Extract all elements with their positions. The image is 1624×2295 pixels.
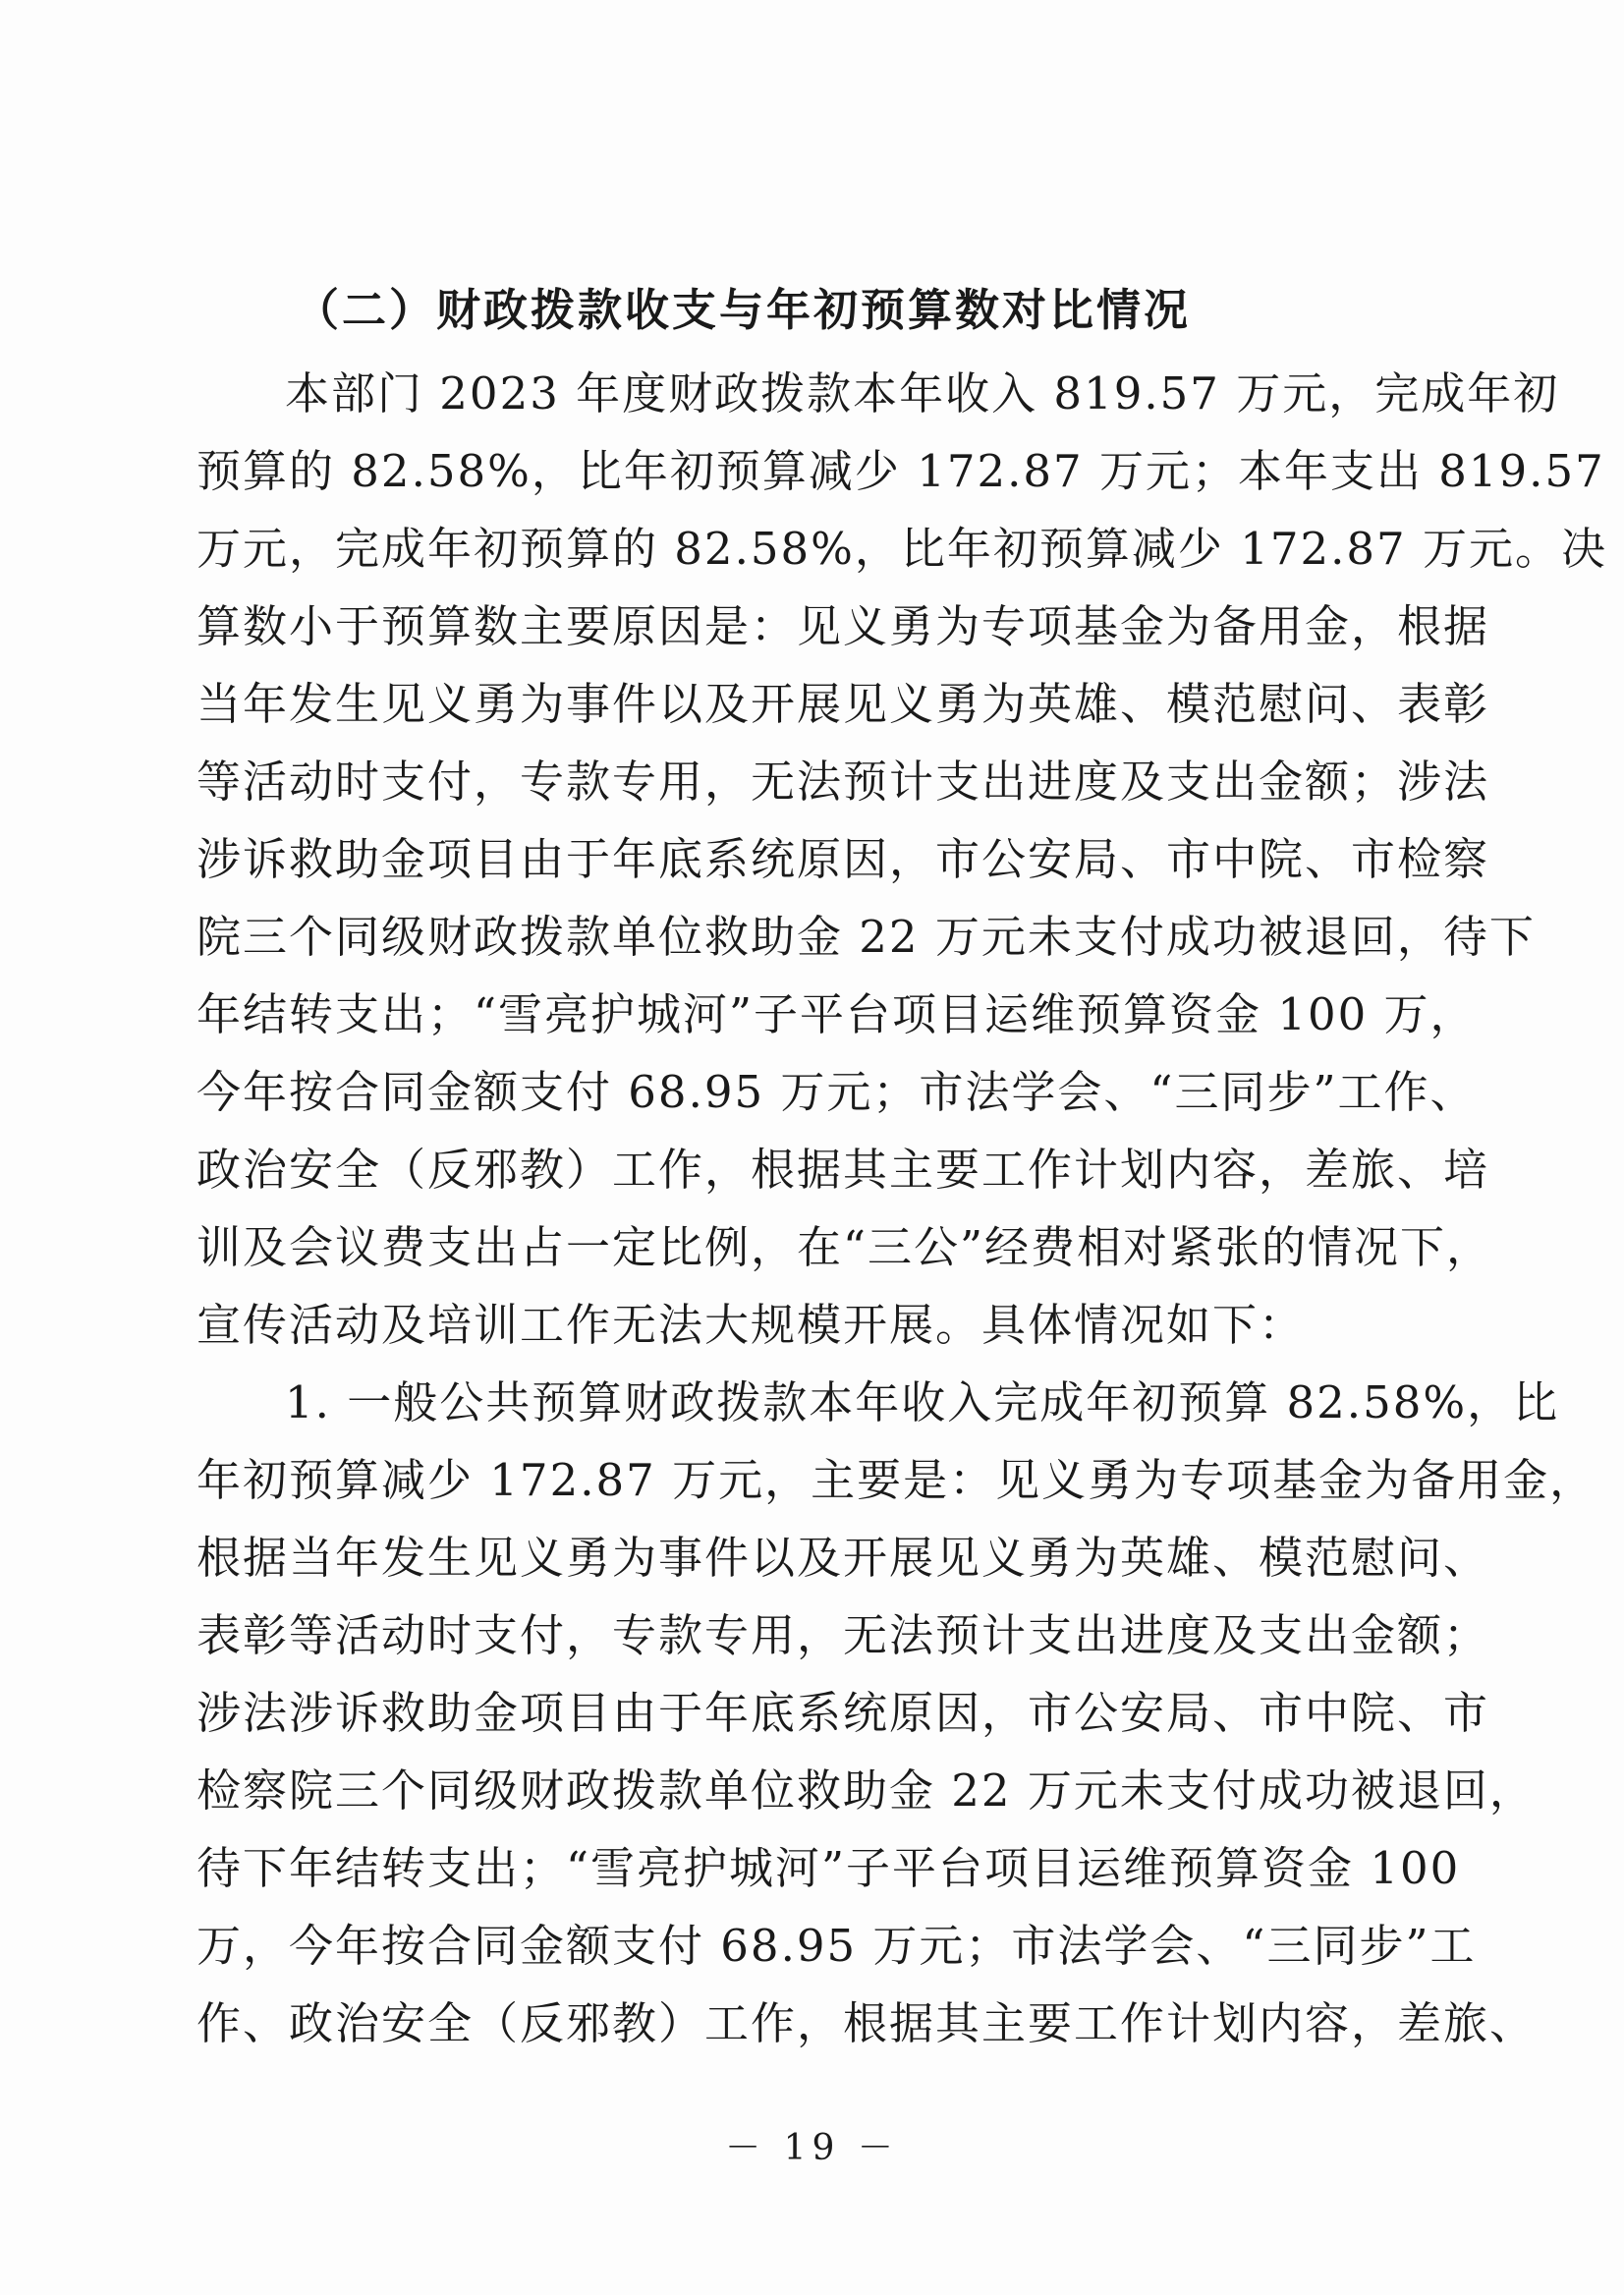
- section-heading: （二）财政拨款收支与年初预算数对比情况: [295, 284, 1192, 336]
- paragraph-line: 当年发生见义勇为事件以及开展见义勇为英雄、模范慰问、表彰: [196, 678, 1490, 730]
- paragraph-line: 训及会议费支出占一定比例，在“三公”经费相对紧张的情况下，: [196, 1221, 1493, 1273]
- paragraph-line: 1. 一般公共预算财政拨款本年收入完成年初预算 82.58%，比: [285, 1376, 1560, 1428]
- paragraph-line: 年初预算减少 172.87 万元，主要是：见义勇为专项基金为备用金，: [196, 1454, 1596, 1506]
- paragraph-line: 宣传活动及培训工作无法大规模开展。具体情况如下：: [196, 1299, 1306, 1351]
- paragraph-line: 涉诉救助金项目由于年底系统原因，市公安局、市中院、市检察: [196, 833, 1490, 885]
- paragraph-line: 政治安全（反邪教）工作，根据其主要工作计划内容，差旅、培: [196, 1144, 1490, 1196]
- paragraph-line: 年结转支出；“雪亮护城河”子平台项目运维预算资金 100 万，: [196, 988, 1477, 1040]
- paragraph-line: 根据当年发生见义勇为事件以及开展见义勇为英雄、模范慰问、: [196, 1532, 1490, 1584]
- paragraph-line: 表彰等活动时支付，专款专用，无法预计支出进度及支出金额；: [196, 1609, 1490, 1661]
- page-number: － 19 －: [725, 2128, 899, 2168]
- paragraph-line: 院三个同级财政拨款单位救助金 22 万元未支付成功被退回，待下: [196, 911, 1536, 963]
- paragraph-line: 检察院三个同级财政拨款单位救助金 22 万元未支付成功被退回，: [196, 1764, 1536, 1817]
- paragraph-line: 万元，完成年初预算的 82.58%，比年初预算减少 172.87 万元。决: [196, 523, 1607, 575]
- paragraph-line: 本部门 2023 年度财政拨款本年收入 819.57 万元，完成年初: [285, 367, 1560, 420]
- paragraph-line: 待下年结转支出；“雪亮护城河”子平台项目运维预算资金 100: [196, 1842, 1461, 1894]
- paragraph-line: 涉法涉诉救助金项目由于年底系统原因，市公安局、市中院、市: [196, 1687, 1490, 1739]
- paragraph-line: 预算的 82.58%，比年初预算减少 172.87 万元；本年支出 819.57: [196, 445, 1605, 497]
- paragraph-line: 等活动时支付，专款专用，无法预计支出进度及支出金额；涉法: [196, 756, 1490, 808]
- paragraph-line: 今年按合同金额支付 68.95 万元；市法学会、“三同步”工作、: [196, 1066, 1477, 1118]
- paragraph-line: 万，今年按合同金额支付 68.95 万元；市法学会、“三同步”工: [196, 1920, 1477, 1972]
- paragraph-line: 算数小于预算数主要原因是：见义勇为专项基金为备用金，根据: [196, 600, 1490, 652]
- paragraph-line: 作、政治安全（反邪教）工作，根据其主要工作计划内容，差旅、: [196, 1997, 1537, 2049]
